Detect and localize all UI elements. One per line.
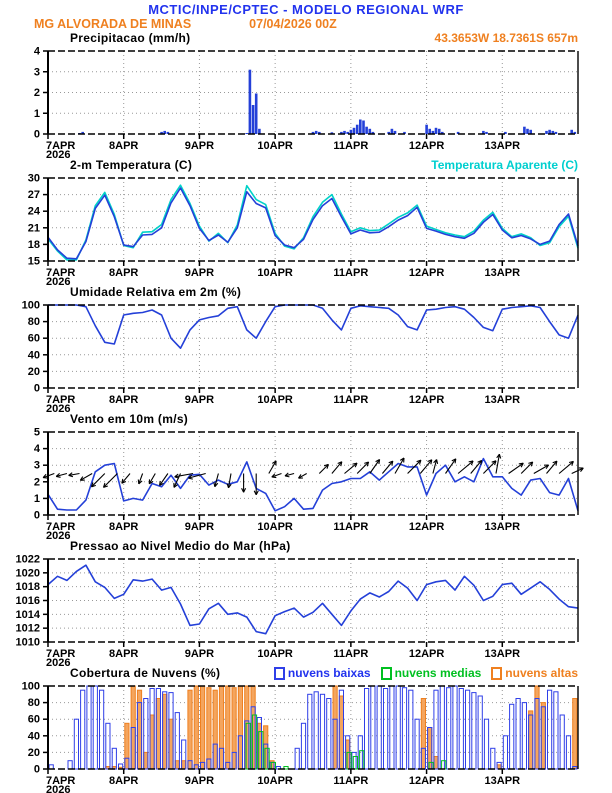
svg-text:7APR: 7APR — [46, 140, 75, 152]
svg-text:1: 1 — [34, 108, 40, 120]
svg-text:10APR: 10APR — [257, 140, 293, 152]
svg-text:1012: 1012 — [16, 623, 40, 635]
svg-text:9APR: 9APR — [185, 140, 214, 152]
svg-text:60: 60 — [28, 714, 40, 726]
legend-item-high-clouds — [491, 666, 578, 681]
apparent-temperature-legend: Temperatura Aparente (C) — [431, 158, 578, 173]
svg-text:80: 80 — [28, 697, 40, 709]
svg-text:1014: 1014 — [16, 609, 41, 621]
precipitation-title: Precipitacao (mm/h) — [70, 31, 190, 46]
svg-text:1016: 1016 — [16, 595, 40, 607]
svg-text:7APR: 7APR — [46, 775, 75, 787]
svg-text:20: 20 — [28, 747, 40, 759]
legend-item-mid-clouds — [381, 666, 482, 681]
cloud-cover-title: Cobertura de Nuvens (%) — [70, 666, 220, 681]
page-header — [0, 0, 612, 31]
pressure-title-row — [0, 539, 612, 554]
wind-chart — [0, 427, 612, 539]
svg-text:5: 5 — [34, 427, 40, 439]
svg-text:80: 80 — [28, 316, 40, 328]
svg-text:3: 3 — [34, 460, 40, 472]
svg-text:8APR: 8APR — [109, 648, 138, 660]
low-clouds-swatch-icon — [274, 667, 285, 680]
station-coordinates: 43.3653W 18.7361S 657m — [435, 31, 578, 46]
svg-text:9APR: 9APR — [185, 775, 214, 787]
svg-text:100: 100 — [22, 300, 40, 312]
svg-text:8APR: 8APR — [109, 775, 138, 787]
temperature-chart — [0, 173, 612, 285]
svg-text:8APR: 8APR — [109, 267, 138, 279]
svg-text:2026: 2026 — [46, 276, 70, 285]
legend-item-low-clouds — [274, 666, 371, 681]
svg-text:24: 24 — [28, 206, 41, 218]
pressure-title: Pressao ao Nivel Medio do Mar (hPa) — [70, 539, 291, 554]
svg-text:30: 30 — [28, 173, 40, 185]
svg-text:7APR: 7APR — [46, 394, 75, 406]
svg-text:0: 0 — [34, 383, 40, 395]
precipitation-title-row — [0, 31, 612, 46]
cloud-cover-chart — [0, 681, 612, 793]
panel-precipitation — [0, 31, 612, 158]
svg-text:8APR: 8APR — [109, 394, 138, 406]
svg-text:13APR: 13APR — [485, 394, 521, 406]
svg-text:18: 18 — [28, 239, 40, 251]
panel-pressure — [0, 539, 612, 666]
svg-text:40: 40 — [28, 349, 40, 361]
humidity-chart — [0, 300, 612, 412]
svg-text:10APR: 10APR — [257, 267, 293, 279]
svg-text:21: 21 — [28, 222, 40, 234]
panel-cloud-cover — [0, 666, 612, 793]
pressure-chart — [0, 554, 612, 666]
svg-text:0: 0 — [34, 129, 40, 141]
svg-text:2026: 2026 — [46, 657, 70, 666]
svg-text:2: 2 — [34, 87, 40, 99]
svg-text:0: 0 — [34, 510, 40, 522]
cloud-cover-title-row — [0, 666, 612, 681]
panel-humidity — [0, 285, 612, 412]
humidity-title-row — [0, 285, 612, 300]
model-title: MCTIC/INPE/CPTEC - MODELO REGIONAL WRF — [0, 2, 612, 17]
high-clouds-label: nuvens altas — [505, 666, 578, 681]
svg-text:12APR: 12APR — [409, 648, 445, 660]
low-clouds-label: nuvens baixas — [288, 666, 371, 681]
svg-text:12APR: 12APR — [409, 267, 445, 279]
temperature-title: 2-m Temperatura (C) — [70, 158, 192, 173]
svg-text:8APR: 8APR — [109, 140, 138, 152]
svg-text:100: 100 — [22, 681, 40, 693]
svg-text:2: 2 — [34, 476, 40, 488]
temperature-title-row — [0, 158, 612, 173]
svg-text:9APR: 9APR — [185, 521, 214, 533]
svg-text:7APR: 7APR — [46, 521, 75, 533]
svg-text:7APR: 7APR — [46, 648, 75, 660]
svg-text:1020: 1020 — [16, 567, 40, 579]
svg-text:12APR: 12APR — [409, 140, 445, 152]
svg-text:1: 1 — [34, 493, 40, 505]
svg-text:7APR: 7APR — [46, 267, 75, 279]
wind-title-row — [0, 412, 612, 427]
high-clouds-swatch-icon — [491, 667, 502, 680]
svg-text:4: 4 — [34, 46, 41, 58]
svg-text:2026: 2026 — [46, 149, 70, 158]
mid-clouds-label: nuvens medias — [395, 666, 482, 681]
svg-text:1018: 1018 — [16, 581, 40, 593]
panel-wind — [0, 412, 612, 539]
svg-text:12APR: 12APR — [409, 394, 445, 406]
station-name: MG ALVORADA DE MINAS — [34, 17, 191, 31]
svg-text:27: 27 — [28, 189, 40, 201]
svg-text:13APR: 13APR — [485, 521, 521, 533]
svg-text:15: 15 — [28, 256, 40, 268]
svg-text:10APR: 10APR — [257, 775, 293, 787]
svg-text:40: 40 — [28, 730, 40, 742]
svg-text:13APR: 13APR — [485, 775, 521, 787]
svg-text:4: 4 — [34, 443, 41, 455]
svg-text:3: 3 — [34, 66, 40, 78]
svg-text:2026: 2026 — [46, 784, 70, 793]
svg-text:11APR: 11APR — [333, 775, 368, 787]
svg-text:1010: 1010 — [16, 637, 40, 649]
svg-text:1022: 1022 — [16, 554, 40, 566]
cloud-cover-legend — [274, 666, 578, 681]
svg-text:2026: 2026 — [46, 403, 70, 412]
svg-text:11APR: 11APR — [333, 521, 368, 533]
run-datetime: 07/04/2026 00Z — [249, 17, 337, 31]
svg-text:12APR: 12APR — [409, 775, 445, 787]
humidity-title: Umidade Relativa em 2m (%) — [70, 285, 241, 300]
svg-text:13APR: 13APR — [485, 267, 521, 279]
svg-text:12APR: 12APR — [409, 521, 445, 533]
svg-text:9APR: 9APR — [185, 394, 214, 406]
svg-text:2026: 2026 — [46, 530, 70, 539]
svg-text:10APR: 10APR — [257, 521, 293, 533]
svg-text:0: 0 — [34, 764, 40, 776]
panel-temperature — [0, 158, 612, 285]
svg-text:11APR: 11APR — [333, 648, 368, 660]
mid-clouds-swatch-icon — [381, 667, 392, 680]
run-info-row — [0, 17, 612, 31]
svg-text:10APR: 10APR — [257, 394, 293, 406]
wind-title: Vento em 10m (m/s) — [70, 412, 188, 427]
svg-text:13APR: 13APR — [485, 140, 521, 152]
svg-text:10APR: 10APR — [257, 648, 293, 660]
svg-text:60: 60 — [28, 333, 40, 345]
svg-text:8APR: 8APR — [109, 521, 138, 533]
svg-text:13APR: 13APR — [485, 648, 521, 660]
svg-text:11APR: 11APR — [333, 267, 368, 279]
precipitation-chart — [0, 46, 612, 158]
svg-text:9APR: 9APR — [185, 648, 214, 660]
svg-text:9APR: 9APR — [185, 267, 214, 279]
svg-text:11APR: 11APR — [333, 140, 368, 152]
svg-text:20: 20 — [28, 366, 40, 378]
svg-text:11APR: 11APR — [333, 394, 368, 406]
